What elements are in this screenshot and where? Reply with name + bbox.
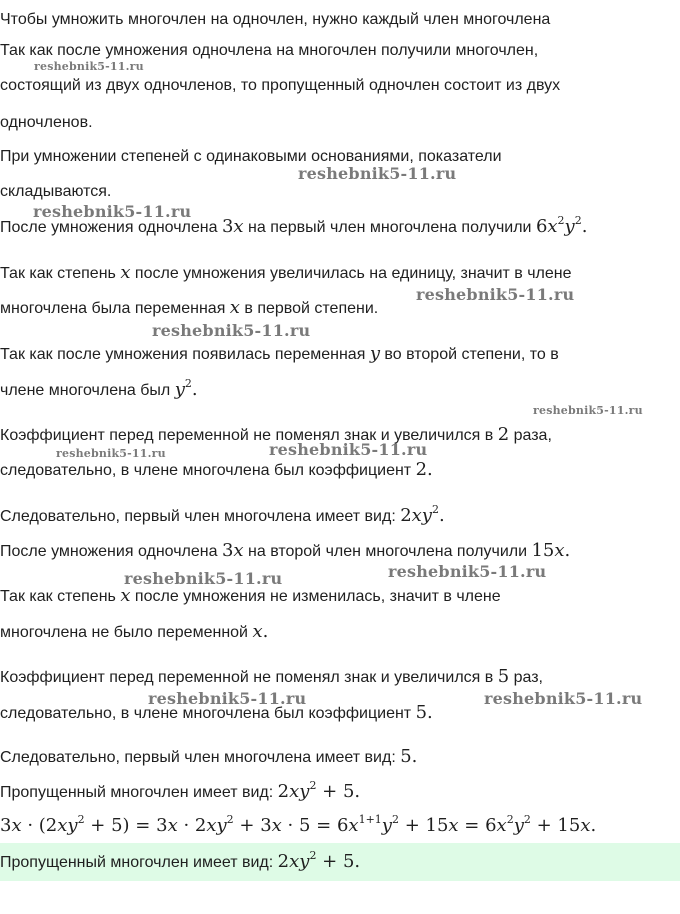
watermark: reshebnik5-11.ru	[269, 440, 428, 459]
text-line-9	[0, 298, 378, 319]
math-3x: 3x	[221, 216, 244, 237]
math-answer-poly: $2xy^2 + 5$.	[277, 849, 361, 872]
text-line-14	[0, 503, 445, 527]
text-segment: раза,	[509, 427, 552, 444]
math-y2: $y^2$.	[174, 377, 198, 400]
text-segment: После умножения одночлена	[0, 543, 222, 560]
text-segment: после умножения не изменилась, значит в члене	[130, 588, 501, 605]
math-5: 5	[497, 666, 510, 687]
watermark: reshebnik5-11.ru	[33, 202, 192, 221]
watermark: reshebnik5-11.ru	[34, 60, 144, 73]
math-6x2y2: $6x^2y^2$.	[535, 214, 588, 237]
text-segment: члене многочлена был	[0, 382, 175, 399]
watermark: reshebnik5-11.ru	[152, 321, 311, 340]
text-line-3: состоящий из двух одночленов, то пропущенный одночлен состоит из двух	[0, 77, 561, 94]
text-segment: во второй степени, то в	[379, 346, 559, 363]
watermark: reshebnik5-11.ru	[484, 689, 643, 708]
watermark: reshebnik5-11.ru	[298, 164, 457, 183]
watermark: reshebnik5-11.ru	[124, 569, 283, 588]
text-segment: раз,	[509, 669, 543, 686]
text-line-6: складываются.	[0, 183, 112, 200]
text-segment: в первой степени.	[239, 300, 379, 317]
text-line-1: Чтобы умножить многочлен на одночлен, нужно каждый член многочлена	[0, 11, 551, 28]
math-5: 5.	[400, 746, 418, 767]
text-line-10	[0, 344, 559, 365]
text-segment: Пропущенный многочлен имеет вид:	[0, 784, 278, 801]
text-line-18	[0, 667, 543, 688]
watermark: reshebnik5-11.ru	[388, 562, 547, 581]
answer-text: Пропущенный многочлен имеет вид:	[0, 854, 278, 871]
math-2: 2	[497, 424, 510, 445]
text-segment: Коэффициент перед переменной не поменял знак и увеличился в	[0, 427, 498, 444]
math-x: x	[229, 297, 240, 318]
text-segment: многочлена не было переменной	[0, 624, 253, 641]
math-3x: 3x	[221, 540, 244, 561]
text-line-15	[0, 541, 570, 562]
math-y: y	[369, 343, 380, 364]
text-segment: после умножения увеличилась на единицу, значит в члене	[130, 265, 572, 282]
math-2xy2: $2xy^2$.	[400, 503, 445, 526]
text-line-20	[0, 747, 417, 768]
text-segment: следовательно, в члене многочлена был коэффициент	[0, 462, 416, 479]
text-line-8	[0, 263, 572, 284]
text-line-11	[0, 377, 198, 401]
text-segment: Следовательно, первый член многочлена имеет вид:	[0, 749, 401, 766]
text-segment: Так как степень	[0, 265, 121, 282]
watermark: reshebnik5-11.ru	[533, 404, 643, 417]
text-segment: на второй член многочлена получили	[243, 543, 532, 560]
text-line-17	[0, 622, 268, 643]
watermark: reshebnik5-11.ru	[416, 285, 575, 304]
text-segment: на первый член многочлена получили	[243, 219, 536, 236]
math-2: 2.	[415, 459, 433, 480]
text-segment: следовательно, в члене многочлена был коэффициент	[0, 705, 416, 722]
text-segment: После умножения одночлена	[0, 219, 222, 236]
watermark: reshebnik5-11.ru	[56, 447, 166, 460]
text-segment: Коэффициент перед переменной не поменял знак и увеличился в	[0, 669, 498, 686]
math-x: x	[120, 585, 131, 606]
math-poly: $2xy^2 + 5$.	[277, 779, 361, 802]
text-segment: Следовательно, первый член многочлена имеет вид:	[0, 508, 401, 525]
text-line-2: Так как после умножения одночлена на многочлен получили многочлен,	[0, 42, 539, 59]
text-segment: Так как степень	[0, 588, 121, 605]
text-segment: Так как после умножения появилась переменная	[0, 346, 370, 363]
math-expansion: $3x \cdot (2xy^2 + 5) = 3x \cdot 2xy^2 + 3x \cdot 5 = 6x^{1+1}y^2 + 15x = 6x^2y^2 + 15x$.	[0, 813, 597, 836]
math-x: x.	[252, 621, 269, 642]
math-15x: 15x.	[531, 540, 571, 561]
text-segment: многочлена была переменная	[0, 300, 230, 317]
text-line-13	[0, 460, 433, 481]
math-5: 5.	[415, 702, 433, 723]
math-x: x	[120, 262, 131, 283]
watermark: reshebnik5-11.ru	[148, 689, 307, 708]
text-line-4: одночленов.	[0, 114, 93, 131]
answer-line	[0, 849, 361, 873]
text-line-16	[0, 586, 501, 607]
text-line-5: При умножении степеней с одинаковыми основаниями, показатели	[0, 148, 502, 165]
text-line-21	[0, 779, 361, 803]
